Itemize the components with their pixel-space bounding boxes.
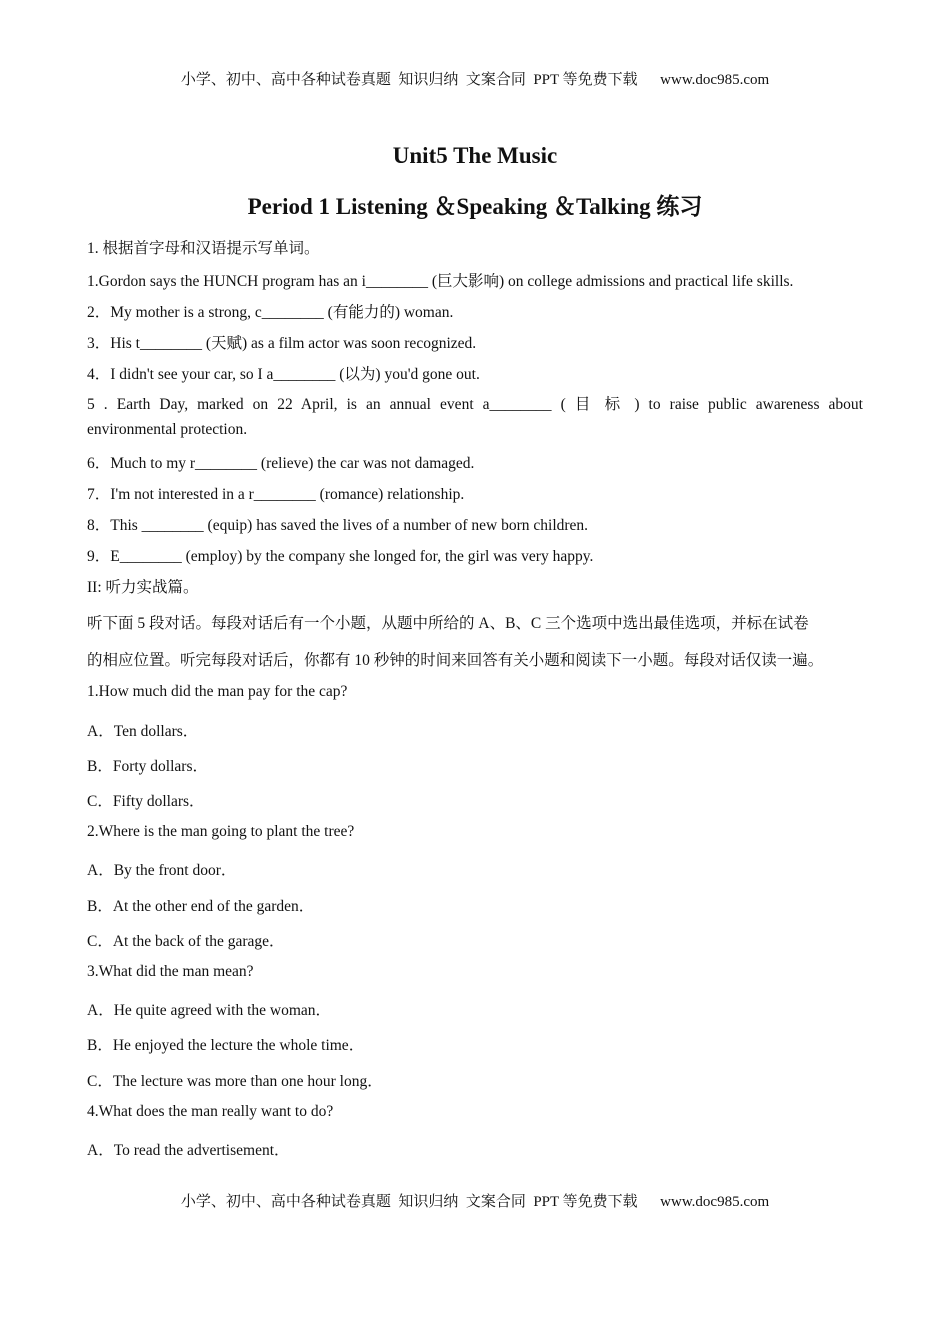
page-title: Unit5 The Music (392, 143, 558, 168)
question-8: 8．This ________ (equip) has saved the lives of a number of new born children. (87, 517, 589, 534)
listening-question-1: 1.How much did the man pay for the cap? (87, 683, 348, 700)
option-1c: C．Fifty dollars． (87, 793, 205, 810)
option-1a: A．Ten dollars． (87, 723, 199, 740)
question-2: 2．My mother is a strong, c________ (有能力的) woman. (87, 304, 454, 321)
option-2c: C．At the back of the garage． (87, 933, 285, 950)
question-7: 7．I'm not interested in a r________ (romance) relationship. (87, 486, 465, 503)
section-1-heading: 1. 根据首字母和汉语提示写单词。 (87, 240, 320, 257)
option-3b: B．He enjoyed the lecture the whole time． (87, 1037, 365, 1054)
option-3a: A．He quite agreed with the woman． (87, 1002, 332, 1019)
question-4: 4．I didn't see your car, so I a________ (以为) you'd gone out. (87, 366, 480, 383)
option-4a: A．To read the advertisement． (87, 1142, 290, 1159)
question-5-continued: environmental protection. (87, 421, 248, 438)
listening-question-3: 3.What did the man mean? (87, 963, 254, 980)
option-2b: B．At the other end of the garden． (87, 898, 315, 915)
listening-question-4: 4.What does the man really want to do? (87, 1103, 334, 1120)
question-3: 3．His t________ (天赋) as a film actor was soon recognized. (87, 335, 477, 352)
section-2-heading: II: 听力实战篇。 (87, 579, 199, 596)
page-subtitle: Period 1 Listening ＆Speaking ＆Talking 练习 (247, 194, 703, 219)
option-3c: C．The lecture was more than one hour long． (87, 1073, 383, 1090)
instructions-line-2: 的相应位置。听完每段对话后，你都有 10 秒钟的时间来回答有关小题和阅读下一小题。每段对话仅读一遍。 (87, 652, 824, 669)
question-5: 5 . Earth Day, marked on 22 April, is an annual event a________ ( 目 标 ) to raise public awareness about (87, 396, 863, 413)
question-6: 6．Much to my r________ (relieve) the car was not damaged. (87, 455, 475, 472)
instructions-line-1: 听下面 5 段对话。每段对话后有一个小题，从题中所给的 A、B、C 三个选项中选出最佳选项，并标在试卷 (87, 615, 809, 632)
option-1b: B．Forty dollars． (87, 758, 208, 775)
page-header: 小学、初中、高中各种试卷真题 知识归纳 文案合同 PPT 等免费下载 www.doc985.com (180, 72, 770, 88)
question-9: 9．E________ (employ) by the company she longed for, the girl was very happy. (87, 548, 594, 565)
option-2a: A．By the front door． (87, 862, 237, 879)
question-1: 1.Gordon says the HUNCH program has an i________ (巨大影响) on college admissions and practical life skills. (87, 273, 794, 290)
listening-question-2: 2.Where is the man going to plant the tree? (87, 823, 355, 840)
page-footer: 小学、初中、高中各种试卷真题 知识归纳 文案合同 PPT 等免费下载 www.doc985.com (180, 1194, 770, 1210)
